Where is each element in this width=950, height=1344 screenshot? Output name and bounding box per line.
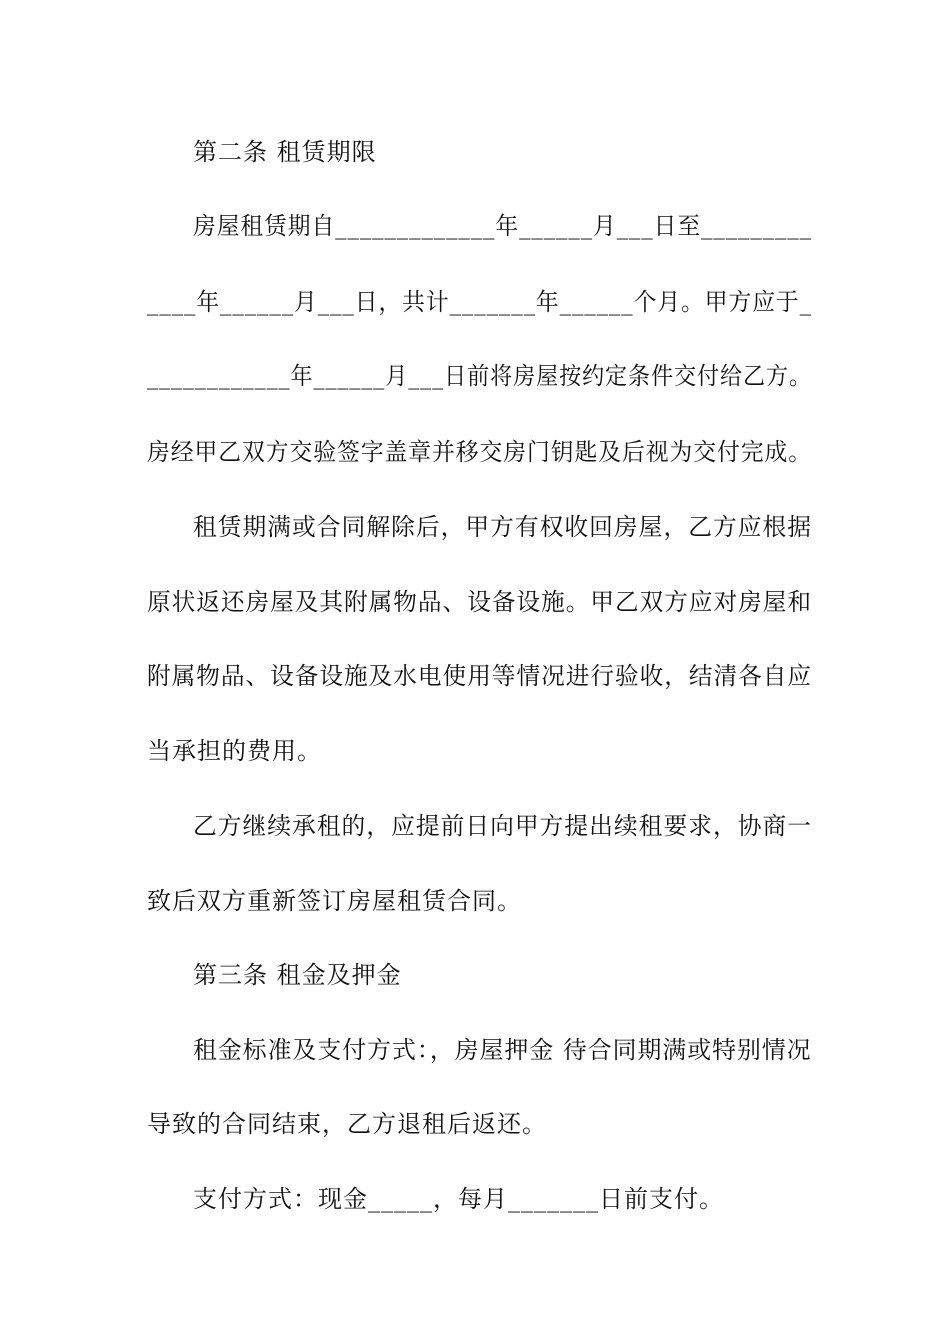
text-line: ____________年______月___日前将房屋按约定条件交付给乙方。 (147, 362, 813, 390)
text-line: 乙方继续承租的，应提前日向甲方提出续租要求，协商一 (193, 812, 812, 840)
text-line: 致后双方重新签订房屋租赁合同。 (147, 887, 522, 915)
text-line: 房经甲乙双方交验签字盖章并移交房门钥匙及后视为交付完成。 (147, 438, 812, 466)
text-line: 支付方式：现金_____，每月_______日前支付。 (193, 1185, 724, 1213)
text-line: ____年______月___日，共计_______年______个月。甲方应于_ (147, 288, 812, 316)
text-line: 当承担的费用。 (147, 737, 322, 765)
section-heading: 第二条 租赁期限 (193, 138, 377, 166)
text-line: 附属物品、设备设施及水电使用等情况进行验收，结清各自应 (147, 662, 813, 690)
text-line: 房屋租赁期自_____________年______月___日至_________ (193, 212, 812, 240)
text-line: 租金标准及支付方式：，房屋押金 待合同期满或特别情况 (193, 1036, 812, 1064)
text-line: 租赁期满或合同解除后，甲方有权收回房屋，乙方应根据 (193, 513, 812, 541)
section-heading: 第三条 租金及押金 (193, 961, 402, 989)
text-line: 原状返还房屋及其附属物品、设备设施。甲乙双方应对房屋和 (147, 588, 813, 616)
text-line: 导致的合同结束，乙方退租后返还。 (147, 1110, 547, 1138)
